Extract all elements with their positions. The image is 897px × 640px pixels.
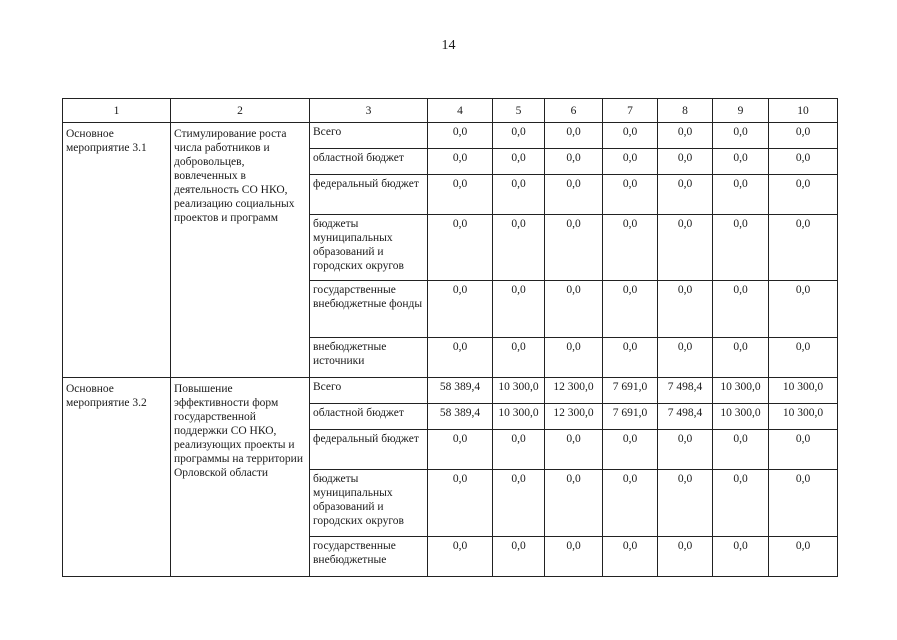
value-cell: 0,0	[428, 470, 493, 537]
funding-source-cell: государственные внебюджетные фонды	[310, 281, 428, 338]
column-header: 7	[603, 99, 658, 123]
value-cell: 0,0	[603, 281, 658, 338]
value-cell: 0,0	[769, 175, 838, 215]
value-cell: 0,0	[603, 430, 658, 470]
value-cell: 0,0	[545, 537, 603, 577]
value-cell: 0,0	[603, 123, 658, 149]
column-header: 9	[713, 99, 769, 123]
value-cell: 0,0	[428, 537, 493, 577]
value-cell: 0,0	[713, 338, 769, 378]
value-cell: 0,0	[658, 175, 713, 215]
funding-source-cell: бюджеты муниципальных образований и городских округов	[310, 215, 428, 281]
value-cell: 0,0	[769, 123, 838, 149]
value-cell: 0,0	[658, 537, 713, 577]
funding-source-cell: областной бюджет	[310, 149, 428, 175]
value-cell: 0,0	[428, 175, 493, 215]
value-cell: 0,0	[769, 149, 838, 175]
value-cell: 10 300,0	[713, 378, 769, 404]
value-cell: 0,0	[603, 149, 658, 175]
value-cell: 0,0	[428, 338, 493, 378]
value-cell: 0,0	[658, 281, 713, 338]
value-cell: 7 691,0	[603, 378, 658, 404]
value-cell: 0,0	[658, 430, 713, 470]
column-header: 5	[493, 99, 545, 123]
column-header: 4	[428, 99, 493, 123]
value-cell: 0,0	[545, 470, 603, 537]
value-cell: 0,0	[713, 149, 769, 175]
value-cell: 0,0	[493, 175, 545, 215]
table-row	[63, 123, 838, 149]
event-description-cell: Стимулирование роста числа работников и добровольцев, вовлеченных в деятельность СО НКО, реализацию социальных проектов и программ	[171, 123, 310, 378]
funding-source-cell: областной бюджет	[310, 404, 428, 430]
budget-table	[62, 98, 838, 577]
value-cell: 0,0	[713, 123, 769, 149]
value-cell: 0,0	[603, 338, 658, 378]
value-cell: 0,0	[713, 537, 769, 577]
value-cell: 0,0	[545, 430, 603, 470]
value-cell: 0,0	[493, 281, 545, 338]
value-cell: 0,0	[428, 430, 493, 470]
value-cell: 0,0	[658, 123, 713, 149]
value-cell: 7 691,0	[603, 404, 658, 430]
value-cell: 10 300,0	[493, 404, 545, 430]
value-cell: 10 300,0	[769, 404, 838, 430]
value-cell: 0,0	[493, 430, 545, 470]
event-name-cell: Основное мероприятие 3.2	[63, 378, 171, 577]
value-cell: 0,0	[713, 281, 769, 338]
value-cell: 0,0	[769, 281, 838, 338]
value-cell: 0,0	[769, 470, 838, 537]
column-header: 8	[658, 99, 713, 123]
column-header: 1	[63, 99, 171, 123]
value-cell: 10 300,0	[769, 378, 838, 404]
value-cell: 0,0	[658, 338, 713, 378]
value-cell: 0,0	[769, 338, 838, 378]
value-cell: 0,0	[769, 537, 838, 577]
column-header: 10	[769, 99, 838, 123]
value-cell: 0,0	[545, 338, 603, 378]
value-cell: 0,0	[769, 215, 838, 281]
value-cell: 0,0	[493, 537, 545, 577]
value-cell: 0,0	[493, 123, 545, 149]
value-cell: 0,0	[428, 281, 493, 338]
value-cell: 0,0	[493, 338, 545, 378]
funding-source-cell: Всего	[310, 123, 428, 149]
value-cell: 0,0	[603, 537, 658, 577]
value-cell: 0,0	[603, 470, 658, 537]
value-cell: 0,0	[428, 149, 493, 175]
funding-source-cell: государственные внебюджетные	[310, 537, 428, 577]
funding-source-cell: федеральный бюджет	[310, 175, 428, 215]
table-body	[63, 123, 838, 577]
value-cell: 0,0	[713, 215, 769, 281]
value-cell: 10 300,0	[713, 404, 769, 430]
value-cell: 12 300,0	[545, 404, 603, 430]
value-cell: 0,0	[545, 149, 603, 175]
value-cell: 0,0	[545, 175, 603, 215]
event-description-cell: Повышение эффективности форм государственной поддержки СО НКО, реализующих проекты и программы на территории Орловской области	[171, 378, 310, 577]
event-name-cell: Основное мероприятие 3.1	[63, 123, 171, 378]
value-cell: 0,0	[713, 430, 769, 470]
funding-source-cell: внебюджетные источники	[310, 338, 428, 378]
column-header: 2	[171, 99, 310, 123]
value-cell: 58 389,4	[428, 378, 493, 404]
value-cell: 0,0	[658, 215, 713, 281]
value-cell: 0,0	[713, 470, 769, 537]
value-cell: 0,0	[603, 175, 658, 215]
value-cell: 0,0	[545, 215, 603, 281]
value-cell: 7 498,4	[658, 404, 713, 430]
value-cell: 0,0	[545, 281, 603, 338]
value-cell: 7 498,4	[658, 378, 713, 404]
column-header: 3	[310, 99, 428, 123]
value-cell: 0,0	[713, 175, 769, 215]
table-row	[63, 378, 838, 404]
value-cell: 0,0	[493, 470, 545, 537]
header-row	[63, 99, 838, 123]
page-number: 14	[441, 38, 456, 53]
value-cell: 58 389,4	[428, 404, 493, 430]
column-header: 6	[545, 99, 603, 123]
value-cell: 0,0	[769, 430, 838, 470]
funding-source-cell: бюджеты муниципальных образований и городских округов	[310, 470, 428, 537]
value-cell: 0,0	[545, 123, 603, 149]
funding-source-cell: Всего	[310, 378, 428, 404]
value-cell: 0,0	[428, 123, 493, 149]
value-cell: 0,0	[493, 149, 545, 175]
value-cell: 0,0	[603, 215, 658, 281]
funding-source-cell: федеральный бюджет	[310, 430, 428, 470]
value-cell: 0,0	[493, 215, 545, 281]
value-cell: 0,0	[658, 470, 713, 537]
value-cell: 10 300,0	[493, 378, 545, 404]
value-cell: 0,0	[658, 149, 713, 175]
value-cell: 0,0	[428, 215, 493, 281]
value-cell: 12 300,0	[545, 378, 603, 404]
